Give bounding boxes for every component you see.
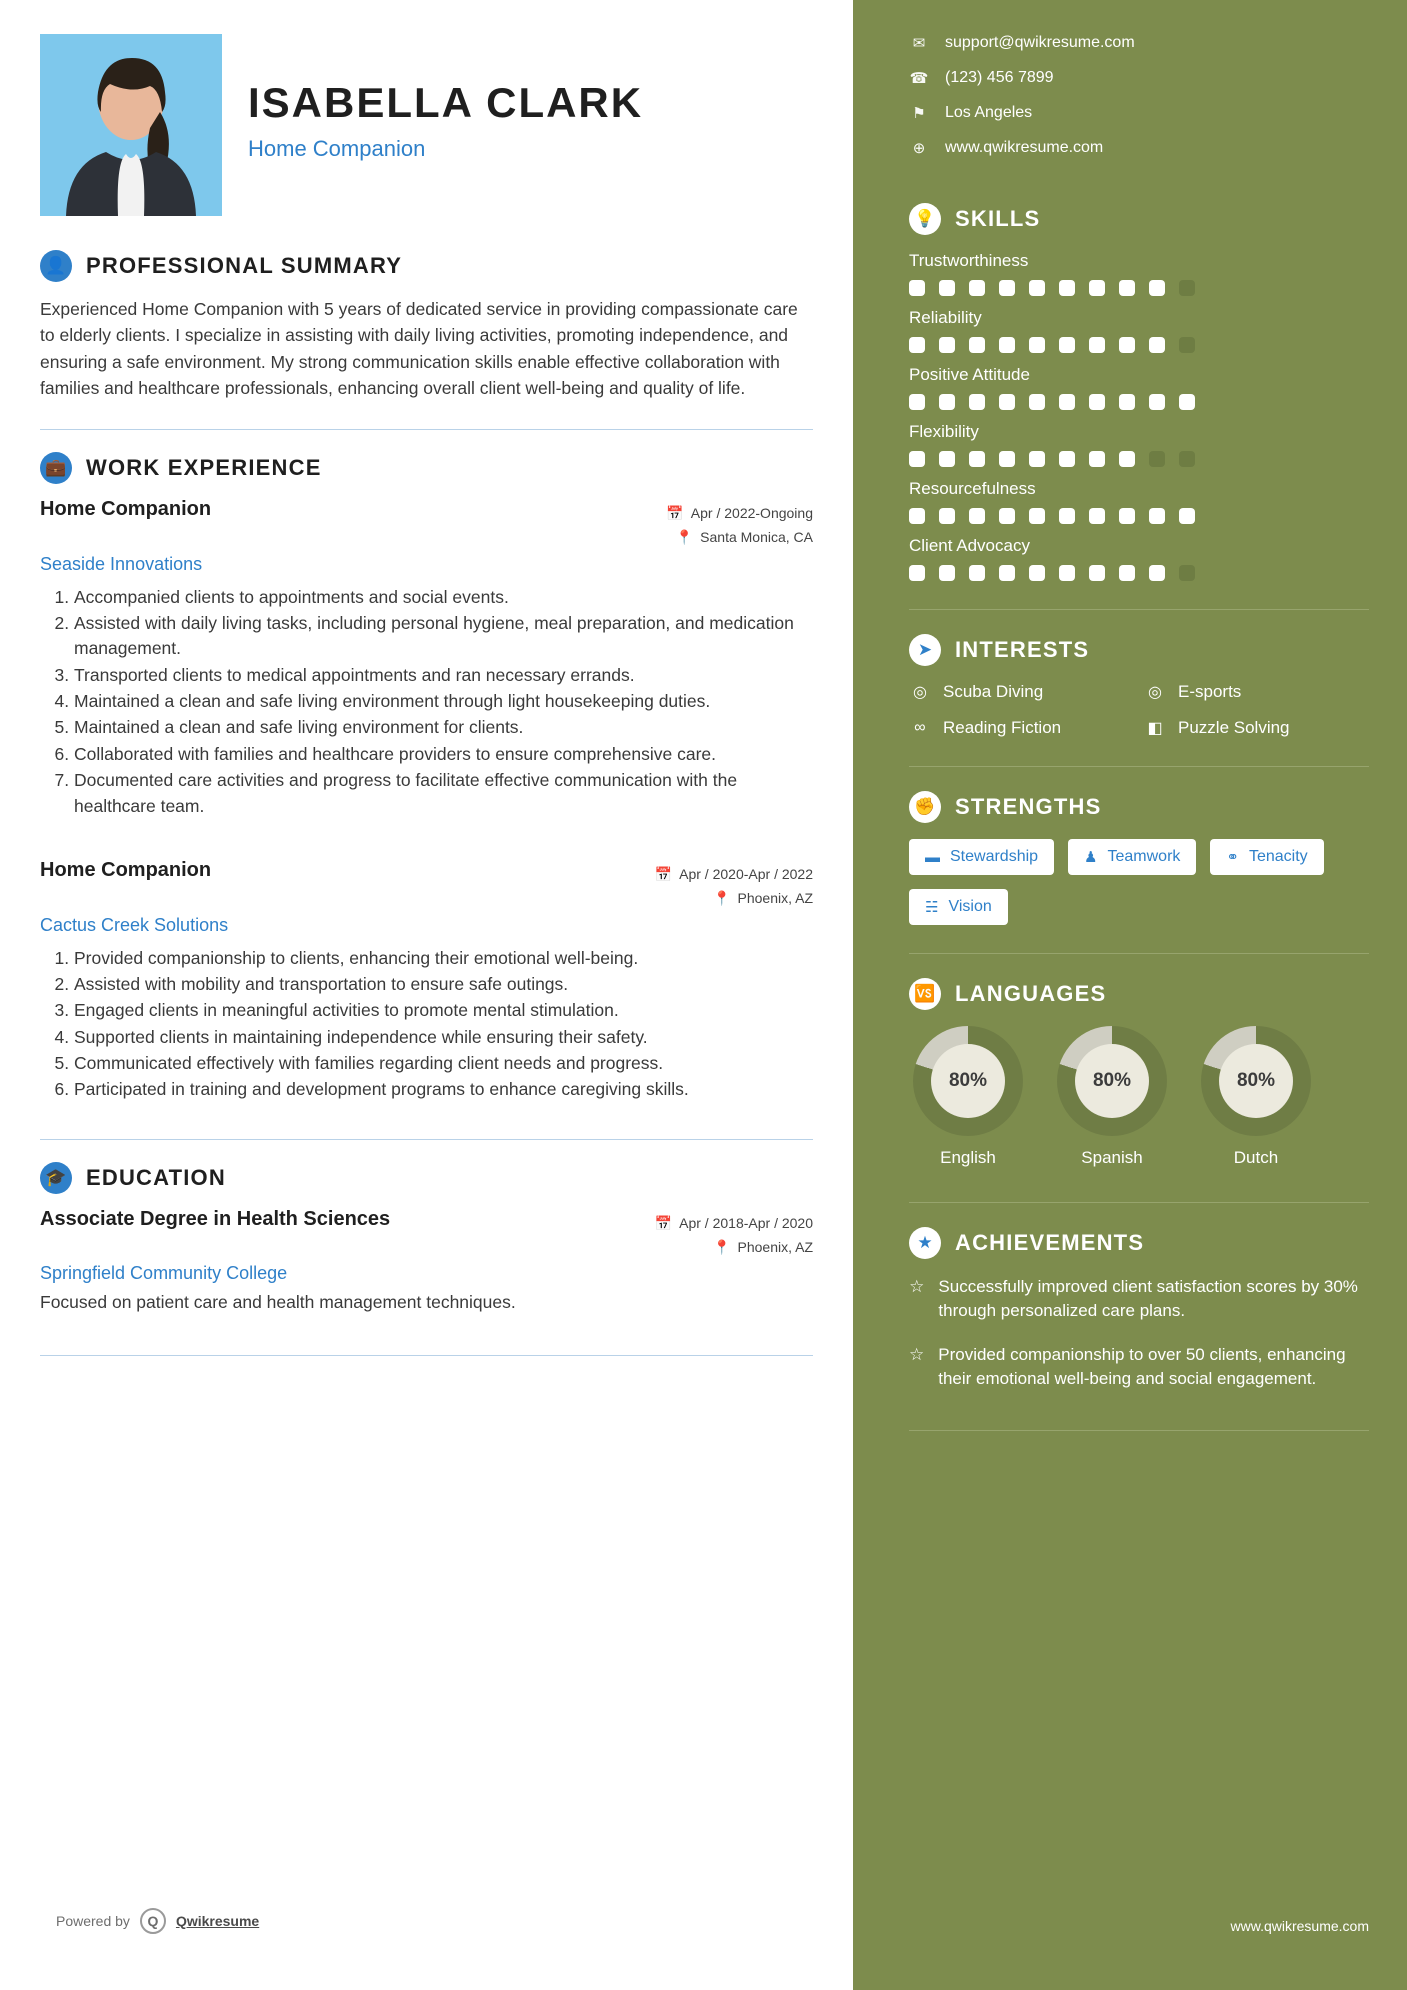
rating-dot [939, 565, 955, 581]
page-title: ISABELLA CLARK [248, 79, 644, 126]
skill-rating [909, 451, 1369, 467]
rating-dot [969, 508, 985, 524]
rating-dot [909, 565, 925, 581]
star-icon: ★ [909, 1227, 941, 1259]
contact-email[interactable] [909, 34, 1369, 52]
calendar-icon: 📅 [666, 505, 684, 521]
achievement-item [909, 1275, 1369, 1323]
calendar-icon: 📅 [654, 1214, 673, 1231]
rating-dot [909, 280, 925, 296]
puzzle-icon: ◧ [1147, 720, 1163, 737]
job-entry [40, 498, 813, 819]
section-professional-summary [40, 250, 813, 282]
rating-dot [1089, 280, 1105, 296]
rating-dot [1029, 508, 1045, 524]
skill-rating [909, 508, 1369, 524]
email-icon: ✉ [912, 35, 926, 52]
rating-dot [1119, 451, 1135, 467]
briefcase-icon: 💼 [40, 452, 72, 484]
rating-dot [939, 280, 955, 296]
language-percent: 80% [1075, 1044, 1149, 1118]
lightbulb-icon: 💡 [909, 203, 941, 235]
list-item: 6. Collaborated with families and healthcare providers to ensure comprehensive care. [74, 742, 813, 767]
diving-icon: ◎ [913, 684, 927, 701]
job-role: Home Companion [248, 136, 426, 162]
job-title: Home Companion [40, 858, 212, 881]
website-icon: ⊕ [912, 140, 926, 157]
rating-dot [1059, 451, 1075, 467]
esports-icon: ◎ [1148, 684, 1162, 701]
interest-label: Scuba Diving [943, 682, 1044, 701]
interest-item [909, 682, 1134, 702]
powered-by-label: Powered by [56, 1913, 130, 1929]
rating-dot [1029, 565, 1045, 581]
contact-location [909, 104, 1369, 122]
rating-dot [969, 451, 985, 467]
contact-value: (123) 456 7899 [945, 69, 1054, 86]
contact-value: Los Angeles [945, 104, 1033, 121]
name-block [248, 34, 643, 162]
rating-dot [1059, 337, 1075, 353]
pin-icon: 📍 [675, 528, 694, 545]
divider [909, 1430, 1369, 1431]
divider [40, 1355, 813, 1356]
strengths-list [909, 839, 1369, 925]
pin-icon: 📍 [713, 1238, 731, 1255]
language-label: English [940, 1148, 996, 1167]
rating-dot [1089, 565, 1105, 581]
skill-item [909, 251, 1369, 296]
section-title: PROFESSIONAL SUMMARY [86, 253, 403, 278]
section-skills [909, 203, 1369, 235]
job-dates: Apr / 2022-Ongoing [690, 505, 813, 521]
rating-dot [909, 337, 925, 353]
rating-dot [1119, 565, 1135, 581]
section-languages [909, 978, 1369, 1010]
rating-dot [999, 565, 1015, 581]
rating-dot [969, 337, 985, 353]
rating-dot [1149, 280, 1165, 296]
skill-label: Positive Attitude [909, 365, 1030, 384]
rating-dot [1059, 565, 1075, 581]
fist-icon: ✊ [909, 791, 941, 823]
rating-dot [1029, 280, 1045, 296]
section-education [40, 1162, 813, 1194]
divider [40, 1139, 813, 1140]
interest-label: E-sports [1178, 682, 1242, 701]
rating-dot [909, 451, 925, 467]
job-entry [40, 859, 813, 1103]
rating-dot [1179, 337, 1195, 353]
rating-dot [1179, 451, 1195, 467]
footer-website: www.qwikresume.com [1230, 1918, 1369, 1934]
degree-title: Associate Degree in Health Sciences [40, 1207, 391, 1230]
skill-item [909, 536, 1369, 581]
language-ring [913, 1026, 1023, 1136]
person-photo-icon [40, 34, 222, 216]
contact-value: support@qwikresume.com [945, 34, 1135, 51]
summary-text: Experienced Home Companion with 5 years of dedicated service in providing compassionate care to elderly clients. I specialize in assisting with daily living activities, promoting independence, and ensuring a safe environment. My strong communication skills enable effective collaboration with families and healthcare professionals, enhancing overall client well-being and quality of life. [40, 299, 798, 398]
contact-value: www.qwikresume.com [945, 139, 1104, 156]
rating-dot [1059, 394, 1075, 410]
rating-dot [1119, 280, 1135, 296]
divider [40, 429, 813, 430]
rating-dot [999, 394, 1015, 410]
job-company: Cactus Creek Solutions [40, 914, 229, 935]
binoculars-icon: ☵ [925, 899, 939, 916]
education-entry [40, 1208, 813, 1314]
rating-dot [969, 394, 985, 410]
briefcase-icon: ▬ [925, 848, 940, 866]
resume-header [40, 34, 813, 216]
skill-label: Flexibility [909, 422, 979, 441]
rating-dot [1119, 337, 1135, 353]
skill-label: Reliability [909, 308, 982, 327]
rating-dot [939, 394, 955, 410]
award-icon: ☆ [909, 1277, 925, 1296]
link-icon: ⚭ [1226, 849, 1239, 866]
skill-item [909, 365, 1369, 410]
list-item: 1. Accompanied clients to appointments and social events. [74, 585, 813, 610]
rating-dot [1119, 508, 1135, 524]
rating-dot [1149, 565, 1165, 581]
job-dates: Apr / 2020-Apr / 2022 [679, 865, 813, 882]
list-item: 5. Maintained a clean and safe living environment for clients. [74, 715, 813, 740]
education-dates: Apr / 2018-Apr / 2020 [679, 1214, 813, 1231]
rating-dot [999, 337, 1015, 353]
strength-chip [909, 839, 1054, 875]
job-bullets [40, 585, 813, 819]
divider [909, 766, 1369, 767]
rating-dot [999, 451, 1015, 467]
rating-dot [1179, 508, 1195, 524]
rating-dot [1089, 394, 1105, 410]
location-icon: ⚑ [912, 105, 926, 122]
rating-dot [1179, 280, 1195, 296]
list-item: 6. Participated in training and development programs to enhance caregiving skills. [74, 1077, 813, 1102]
award-icon: ☆ [909, 1345, 925, 1365]
section-title: INTERESTS [955, 637, 1090, 662]
interests-list [909, 682, 1369, 738]
rating-dot [909, 394, 925, 410]
rating-dot [939, 508, 955, 524]
interest-item [1144, 682, 1369, 702]
interest-label: Reading Fiction [943, 718, 1062, 737]
rating-dot [939, 337, 955, 353]
languages-list [909, 1026, 1369, 1168]
interest-label: Puzzle Solving [1178, 718, 1290, 737]
language-ring [1201, 1026, 1311, 1136]
interest-item [1144, 718, 1369, 738]
contact-list [909, 34, 1369, 157]
skill-label: Trustworthiness [909, 251, 1029, 270]
rating-dot [1029, 337, 1045, 353]
list-item: 3. Engaged clients in meaningful activities to promote mental stimulation. [74, 998, 813, 1023]
pin-icon: 📍 [713, 889, 731, 906]
job-company: Seaside Innovations [40, 553, 203, 574]
rating-dot [1059, 280, 1075, 296]
section-achievements [909, 1227, 1369, 1259]
language-label: Dutch [1233, 1148, 1279, 1167]
rating-dot [1089, 508, 1105, 524]
contact-website[interactable] [909, 139, 1369, 157]
qwikresume-logo-icon: Q [140, 1908, 166, 1934]
qwikresume-link[interactable]: Qwikresume [175, 1913, 260, 1929]
list-item: 5. Communicated effectively with families regarding client needs and progress. [74, 1051, 813, 1076]
rating-dot [999, 508, 1015, 524]
school-name: Springfield Community College [40, 1263, 288, 1284]
rating-dot [1149, 337, 1165, 353]
achievement-item [909, 1343, 1369, 1391]
skill-rating [909, 565, 1369, 581]
skill-item [909, 422, 1369, 467]
people-icon: ♟ [1084, 849, 1098, 866]
job-bullets [40, 946, 813, 1103]
section-title: LANGUAGES [955, 981, 1107, 1006]
section-work-experience [40, 452, 813, 484]
graduation-icon: 🎓 [40, 1162, 72, 1194]
divider [909, 1202, 1369, 1203]
section-interests [909, 634, 1369, 666]
list-item: 4. Supported clients in maintaining independence while ensuring their safety. [74, 1025, 813, 1050]
rating-dot [939, 451, 955, 467]
footer-branding [56, 1908, 259, 1934]
strength-chip [1068, 839, 1196, 875]
section-title: STRENGTHS [955, 794, 1102, 819]
send-icon: ➤ [909, 634, 941, 666]
skill-label: Client Advocacy [909, 536, 1030, 555]
list-item: 4. Maintained a clean and safe living environment through light housekeeping duties. [74, 689, 813, 714]
rating-dot [1029, 451, 1045, 467]
language-ring [1057, 1026, 1167, 1136]
skill-rating [909, 337, 1369, 353]
section-strengths [909, 791, 1369, 823]
skill-rating [909, 280, 1369, 296]
rating-dot [1089, 451, 1105, 467]
list-item: 1. Provided companionship to clients, enhancing their emotional well-being. [74, 946, 813, 971]
achievement-text: Provided companionship to over 50 clients, enhancing their emotional well-being and social engagement. [938, 1345, 1346, 1389]
strength-chip [909, 889, 1008, 925]
achievement-text: Successfully improved client satisfaction scores by 30% through personalized care plans. [938, 1277, 1358, 1321]
rating-dot [1179, 565, 1195, 581]
translate-icon: 🆚 [909, 978, 941, 1010]
strength-label: Stewardship [950, 848, 1039, 865]
rating-dot [1179, 394, 1195, 410]
interest-item [909, 718, 1134, 738]
job-title: Home Companion [40, 498, 212, 520]
divider [909, 609, 1369, 610]
job-location: Phoenix, AZ [737, 889, 813, 906]
strength-label: Teamwork [1107, 848, 1181, 865]
right-column [853, 0, 1407, 1990]
strength-label: Vision [948, 898, 992, 915]
education-description: Focused on patient care and health management techniques. [40, 1292, 516, 1313]
section-title: ACHIEVEMENTS [955, 1230, 1145, 1255]
contact-phone[interactable] [909, 69, 1369, 87]
list-item: 2. Assisted with daily living tasks, including personal hygiene, meal preparation, and medication management. [74, 611, 813, 662]
profile-photo [40, 34, 222, 216]
list-item: 2. Assisted with mobility and transportation to ensure safe outings. [74, 972, 813, 997]
skill-item [909, 479, 1369, 524]
section-title: EDUCATION [86, 1164, 226, 1190]
strength-chip [1210, 839, 1323, 875]
language-percent: 80% [931, 1044, 1005, 1118]
language-label: Spanish [1081, 1148, 1143, 1167]
rating-dot [1119, 394, 1135, 410]
phone-icon: ☎ [909, 70, 929, 87]
skill-item [909, 308, 1369, 353]
list-item: 3. Transported clients to medical appointments and ran necessary errands. [74, 663, 813, 688]
section-title: SKILLS [955, 206, 1041, 231]
divider [909, 953, 1369, 954]
language-percent: 80% [1219, 1044, 1293, 1118]
education-location: Phoenix, AZ [737, 1238, 813, 1255]
section-title: WORK EXPERIENCE [86, 455, 322, 480]
user-circle-icon: 👤 [40, 250, 72, 282]
job-location: Santa Monica, CA [700, 528, 813, 545]
language-item [1197, 1026, 1315, 1168]
rating-dot [969, 280, 985, 296]
list-item: 7. Documented care activities and progress to facilitate effective communication with the healthcare team. [74, 768, 813, 819]
rating-dot [1059, 508, 1075, 524]
rating-dot [1029, 394, 1045, 410]
skill-label: Resourcefulness [909, 479, 1036, 498]
calendar-icon: 📅 [654, 865, 673, 882]
rating-dot [1149, 451, 1165, 467]
language-item [1053, 1026, 1171, 1168]
rating-dot [1089, 337, 1105, 353]
rating-dot [969, 565, 985, 581]
rating-dot [1149, 394, 1165, 410]
language-item [909, 1026, 1027, 1168]
rating-dot [909, 508, 925, 524]
glasses-icon: ∞ [914, 719, 926, 736]
rating-dot [1149, 508, 1165, 524]
skill-rating [909, 394, 1369, 410]
strength-label: Tenacity [1248, 848, 1308, 865]
rating-dot [999, 280, 1015, 296]
